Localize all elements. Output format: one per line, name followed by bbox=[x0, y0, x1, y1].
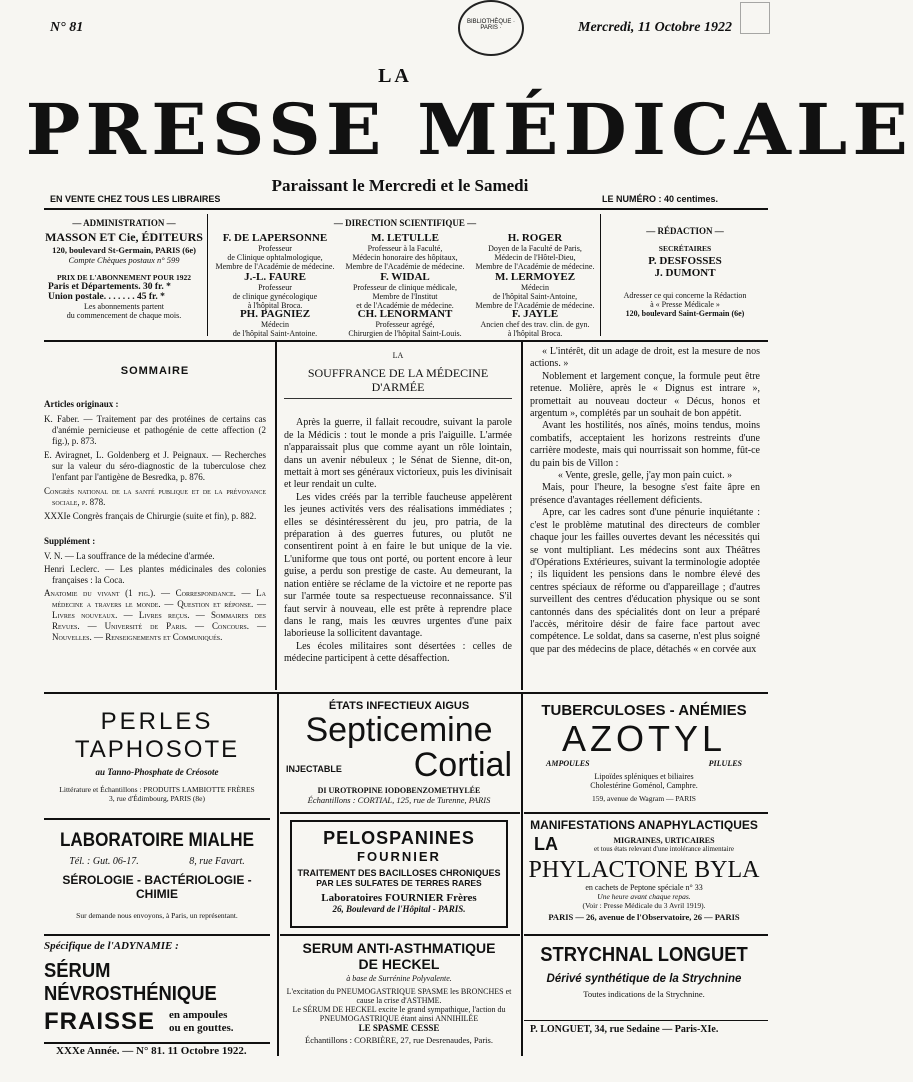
redaction-note-3: 120, boulevard Saint-Germain (6e) bbox=[625, 309, 745, 318]
secretary-dumont: J. DUMONT bbox=[654, 267, 716, 279]
ad-phylactone-byla: MANIFESTATIONS ANAPHYLACTIQUES LA MIGRAINES, URTICAIRES et tous états relevant d'une intolérance alimentaire PHYLACTONE BYLA en cachets de Peptone spéciale n° 33 Une heure avant chaque repas. (Voir : Presse Médicale du 3 Avril 1919). PARIS — 26, avenue de l'Observatoire, 26 — PARIS bbox=[528, 818, 760, 922]
article-paragraph: Les vides créés par la terrible faucheuse appelèrent les jeunes activités vers des réalisations immédiates ; elles se désintéressèrent du jeu, pro patria, de la préparation à des guerres futures, ou plutôt ne consentirent point à en faire le but unique de la vie. L'uniforme que tous ont porté, ou portent encore à leur guise, a perdu son prestige de caste. Au demeurant, la nation entière se réclame de la victoire et ne reporte pas sur l'armée toute sa respectueuse reconnaissance. S'il faut servir à nouveau, elle est prête à reprendre place dans le rang, mais les œuvres urgentes d'une paix laborieuse la sollicitent davantage. bbox=[284, 491, 512, 640]
direction-heading: — DIRECTION SCIENTIFIQUE — bbox=[333, 218, 477, 228]
ad-serum-heckel: SERUM ANTI-ASTHMATIQUE DE HECKEL à base de Surrénine Polyvalente. L'excitation du PNEUMOGASTRIQUE SPASME les BRONCHES et cause la crise d'ASTHME. Le SÉRUM DE HECKEL excite le grand sympathique, l'action du PNEUMOGASTRIQUE étant ainsi ANNIHILÉE LE SPASME CESSE Échantillons : CORBIÈRE, 27, rue Desrenaudes, Paris. bbox=[286, 940, 512, 1045]
sales-note: EN VENTE CHEZ TOUS LES LIBRAIRES bbox=[50, 194, 221, 204]
director-roger: H. ROGER Doyen de la Faculté de Paris, Médecin de l'Hôtel-Dieu, Membre de l'Académie de médecine. bbox=[475, 232, 595, 271]
ads-column-rule-1 bbox=[277, 694, 279, 1056]
sommaire-entry: E. Aviragnet, L. Goldenberg et J. Peignaux. — Recherches sur la valeur du séro-diagnostic de la tuberculose chez l'enfant par l'antigène de Besredka, p. 876. bbox=[44, 450, 266, 482]
admin-address: 120, boulevard St-Germain, PARIS (6e) bbox=[52, 245, 196, 255]
supplement-label: Supplément : bbox=[44, 536, 96, 546]
ad-septicemine-cortial: ÉTATS INFECTIEUX AIGUS Septicemine INJECTABLE Cortial DI UROTROPINE IODOBENZOMETHYLÉE Échantillons : CORTIAL, 125, rue de Turenne, PARIS bbox=[286, 700, 512, 805]
ad-rule bbox=[44, 818, 270, 820]
supplement-entry: V. N. — La souffrance de la médecine d'armée. bbox=[44, 551, 215, 561]
redaction-box bbox=[602, 226, 768, 318]
issue-date: Mercredi, 11 Octobre 1922 bbox=[578, 20, 732, 35]
article-paragraph: Avant les hostilités, nos aînés, moins tendus, moins combatifs, acceptaient les horizons restreints d'une carrière modeste, mais qui nourrissait son homme, fût-ce du pain bis de Villon : bbox=[530, 420, 760, 469]
masthead-divider-left bbox=[207, 214, 208, 336]
article-paragraph: Après la guerre, il fallait recoudre, suivant la parole de la Médicis : tout le monde a pris l'aiguille. L'armée n'apparaissait plus que comme ayant un rôle lointain, dans un avenir nébuleux ; le Sénat de Sienne, dit-on, mettait à mort ses généraux victorieux, puis les divinisait et leur rendait un culte. bbox=[284, 417, 513, 491]
ad-perles-taphosote: PERLES TAPHOSOTE au Tanno-Phosphate de Créosote Littérature et Échantillons : PRODUITS LAMBIOTTE FRÈRES 3, rue d'Édimbourg, PARIS (8e) bbox=[59, 708, 255, 803]
masthead-subtitle: Paraissant le Mercredi et le Samedi bbox=[271, 176, 529, 195]
article-paragraph: « L'intérêt, dit un adage de droit, est la mesure de nos actions. » bbox=[530, 346, 760, 370]
footer-rule-right bbox=[524, 1020, 768, 1021]
secretaries-label: SECRÉTAIRES bbox=[658, 244, 712, 253]
footer-issue-line: XXXe Année. — N° 81. 11 Octobre 1922. bbox=[56, 1045, 247, 1057]
ad-azotyl: TUBERCULOSES - ANÉMIES AZOTYL AMPOULES PILULES Lipoïdes spléniques et biliaires Cholestérine Goménol, Camphre. 159, avenue de Wagram — PARIS bbox=[541, 702, 747, 803]
sommaire-entry: Congrès national de la santé publique et de la prévoyance sociale, p. 878. bbox=[44, 486, 266, 507]
sommaire-entry: K. Faber. — Traitement par des protéines de certains cas d'anémie pernicieuse et pathogénie de cette affection (2 fig.), p. 873. bbox=[44, 414, 266, 446]
director-jayle: F. JAYLE Ancien chef des trav. clin. de gyn. à l'hôpital Broca. bbox=[480, 308, 590, 338]
article-title: SOUFFRANCE DE LA MÉDECINE D'ARMÉE bbox=[284, 366, 512, 399]
ad-rule bbox=[524, 934, 768, 936]
masthead-divider-right bbox=[600, 214, 601, 336]
footer-longuet: P. LONGUET, 34, rue Sedaine — Paris-XIe. bbox=[530, 1024, 719, 1035]
supplement-entry: Anatomie du vivant (1 fig.). — Correspondance. — La médecine a travers le monde. — Question et réponse. — Livres nouveaux. — Livres reçus. — Sommaires des Revues. — Université de Paris. — Concours. — Nouvelles. — Renseignements et Communiqués. bbox=[44, 588, 266, 642]
ad-rule bbox=[44, 934, 270, 936]
redaction-heading: — RÉDACTION — bbox=[646, 226, 724, 236]
director-lermoyez: M. LERMOYEZ Médecin de l'hôpital Saint-Antoine, Membre de l'Académie de médecine. bbox=[475, 271, 595, 310]
column-rule-1 bbox=[275, 342, 277, 690]
ad-pelospanines-fournier: PELOSPANINES FOURNIER TRAITEMENT DES BACILLOSES CHRONIQUES PAR LES SULFATES DE TERRES RARES Laboratoires FOURNIER Frères 26, Boulevard de l'Hôpital - PARIS. bbox=[290, 820, 508, 928]
ad-rule bbox=[280, 812, 520, 814]
handwritten-mark bbox=[740, 2, 770, 34]
redaction-note-1: Adresser ce qui concerne la Rédaction bbox=[623, 291, 747, 300]
sommaire-entry: XXXIe Congrès français de Chirurgie (suite et fin), p. 882. bbox=[44, 511, 257, 521]
ad-serum-fraisse: Spécifique de l'ADYNAMIE : SÉRUM NÉVROSTHÉNIQUE FRAISSE en ampoules ou en gouttes. bbox=[44, 940, 234, 1035]
secretary-desfosses: P. DESFOSSES bbox=[648, 255, 722, 267]
article-paragraph: Mais, pour l'heure, la besogne s'est faite âpre en présence d'avantages réellement déficients. bbox=[530, 482, 760, 506]
article-column-2 bbox=[530, 346, 760, 688]
masthead-rule bbox=[44, 208, 768, 210]
director-pagniez: PH. PAGNIEZ Médecin de l'hôpital Saint-Antoine. bbox=[232, 308, 318, 338]
ad-laboratoire-mialhe: LABORATOIRE MIALHE Tél. : Gut. 06-17. 8, rue Favart. SÉROLOGIE - BACTÉRIOLOGIE - CHIMIE Sur demande nous envoyons, à Paris, un représentant. bbox=[59, 830, 255, 920]
article-kicker: LA bbox=[392, 351, 404, 360]
subscription-union: Union postale. . . . . . . 45 fr. * bbox=[48, 292, 165, 302]
article-paragraph: Apre, car les cadres sont d'une pénurie inquiétante : c'est le problème matutinal des directeurs de combler chaque jour les failles ouvertes devant les nécessités qui se vont multipliant. Les médecins sont aux Théâtres d'Opérations Extérieures, suivant la terminologie adoptée ; ils liquident les pensions dans le nombre élevé des centres spéciaux de réforme ou d'appareillage ; d'autres surveillent des centres d'éducation physique ou se sont cantonnés dans des spécialités dont on leur a préparé l'accès, méritoire désir de faire face partout avec compétence. Le soldat, dans sa caserne, n'est plus soigné que par des médecins de place, détachés « en corvée aux bbox=[530, 507, 760, 655]
admin-publisher: MASSON ET Cie, ÉDITEURS bbox=[45, 230, 203, 244]
footer-rule-left bbox=[44, 1042, 270, 1044]
ad-rule bbox=[524, 812, 768, 814]
masthead-la: LA bbox=[378, 65, 412, 87]
column-rule-2 bbox=[521, 342, 523, 690]
supplement-entry: Henri Leclerc. — Les plantes médicinales des colonies françaises : la Coca. bbox=[44, 564, 266, 585]
header-bottom-rule bbox=[44, 340, 768, 342]
subscription-heading: PRIX DE L'ABONNEMENT POUR 1922 bbox=[56, 273, 192, 282]
ad-rule bbox=[280, 934, 520, 936]
director-laparsonne: F. DE LAPERSONNE Professeur de Clinique ophtalmologique, Membre de l'Académie de médecine. bbox=[215, 232, 335, 271]
redaction-note-2: à « Presse Médicale » bbox=[650, 300, 720, 309]
subscription-note-2: du commencement de chaque mois. bbox=[66, 311, 182, 320]
sommaire-title: SOMMAIRE bbox=[120, 365, 190, 377]
article-paragraph: Les écoles militaires sont désertées : celles de médecine participent à cette désaffection. bbox=[284, 640, 512, 665]
subscription-paris: Paris et Départements. 30 fr. * bbox=[48, 282, 171, 292]
admin-heading: — ADMINISTRATION — bbox=[72, 218, 176, 228]
admin-box bbox=[44, 218, 204, 320]
issue-number: N° 81 bbox=[50, 20, 84, 35]
director-widal: F. WIDAL Professeur de clinique médicale, Membre de l'Institut et de l'Académie de médecine. bbox=[353, 271, 457, 310]
issue-price: LE NUMÉRO : 40 centimes. bbox=[602, 194, 719, 204]
ads-top-rule bbox=[44, 692, 768, 694]
article-column-1 bbox=[284, 350, 512, 688]
ad-strychnal-longuet: STRYCHNAL LONGUET Dérivé synthétique de la Strychnine Toutes indications de la Strychnine. bbox=[540, 944, 748, 999]
director-faure: J.-L. FAURE Professeur de clinique gynécologique à l'hôpital Broca. bbox=[232, 271, 318, 310]
article-quote: « Vente, gresle, gelle, j'ay mon pain cuict. » bbox=[557, 470, 733, 482]
ads-column-rule-2 bbox=[521, 694, 523, 1056]
director-lenormant: CH. LENORMANT Professeur agrégé, Chirurgien de l'hôpital Saint-Louis. bbox=[348, 308, 462, 338]
library-stamp: BIBLIOTHÈQUE · PARIS · bbox=[458, 0, 524, 56]
article-paragraph: Noblement et largement conçue, la formule peut être retenue. Molière, après le « Dignus est intrare », promettait au nouveau docteur « Décus, honos et argentum », complétés par un souhait de bon appétit. bbox=[530, 370, 760, 420]
subscription-note-1: Les abonnements partent bbox=[84, 302, 164, 311]
director-letulle: M. LETULLE Professeur à la Faculté, Médecin honoraire des hôpitaux, Membre de l'Académie de médecine. bbox=[345, 232, 465, 271]
admin-cheques: Compte Chèques postaux n° 599 bbox=[68, 255, 180, 265]
originals-label: Articles originaux : bbox=[44, 399, 119, 409]
masthead-title: PRESSE MÉDICALE bbox=[25, 88, 913, 171]
sommaire-column bbox=[44, 346, 266, 686]
